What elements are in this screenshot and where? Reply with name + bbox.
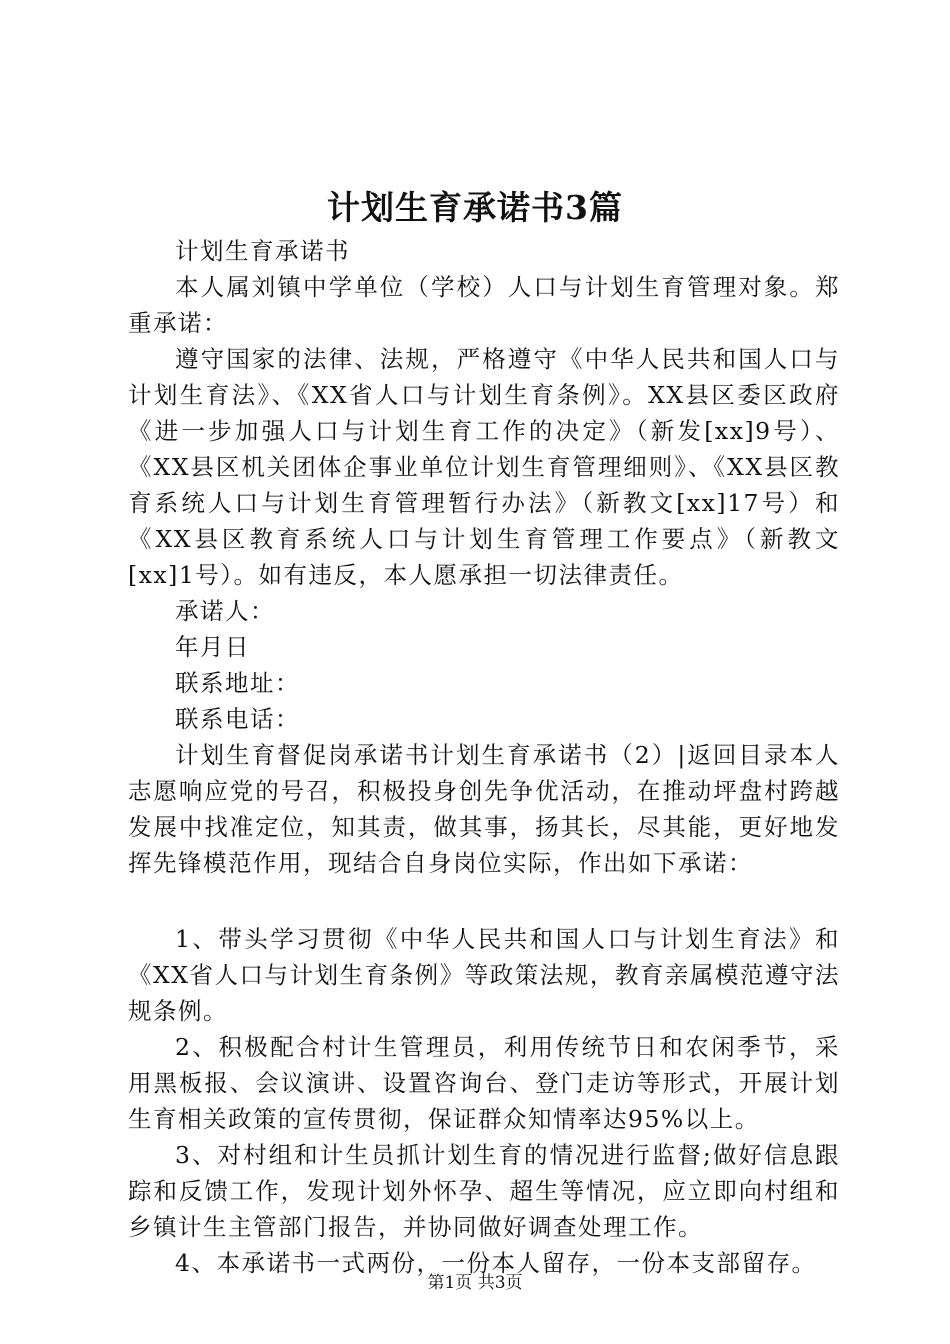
paragraph: 承诺人： — [175, 597, 275, 625]
paragraph: 年月日 — [175, 633, 250, 661]
page-footer: 第1页 共3页 — [427, 1273, 523, 1293]
list-item: 1、带头学习贯彻《中华人民共和国人口与计划生育法》和《XX省人口与计划生育条例》等政策法规，教育亲属模范遵守法规条例。 — [128, 925, 840, 1025]
paragraph: 计划生育督促岗承诺书计划生育承诺书（2）|返回目录本人志愿响应党的号召，积极投身创先争优活动，在推动坪盘村跨越发展中找准定位，知其责，做其事，扬其长，尽其能，更好地发挥先锋模范作用，现结合自身岗位实际，作出如下承诺： — [128, 741, 840, 877]
list-item: 3、对村组和计生员抓计划生育的情况进行监督;做好信息跟踪和反馈工作，发现计划外怀孕、超生等情况，应立即向村组和乡镇计生主管部门报告，并协同做好调查处理工作。 — [128, 1141, 840, 1241]
paragraph: 联系地址： — [175, 669, 300, 697]
document-body — [128, 233, 840, 1281]
paragraph: 遵守国家的法律、法规，严格遵守《中华人民共和国人口与计划生育法》、《XX省人口与计划生育条例》。XX县区委区政府《进一步加强人口与计划生育工作的决定》（新发[xx]9号）、《XX县区机关团体企事业单位计划生育管理细则》、《XX县区教育系统人口与计划生育管理暂行办法》（新教文[xx]17号）和《XX县区教育系统人口与计划生育管理工作要点》（新教文[xx]1号）。如有违反，本人愿承担一切法律责任。 — [128, 345, 840, 589]
document-title: 计划生育承诺书3篇 — [327, 188, 623, 227]
list-item: 2、积极配合村计生管理员，利用传统节日和农闲季节，采用黑板报、会议演讲、设置咨询台、登门走访等形式，开展计划生育相关政策的宣传贯彻，保证群众知情率达95%以上。 — [128, 1033, 840, 1133]
paragraph-spacer — [128, 881, 840, 921]
list-item: 4、本承诺书一式两份，一份本人留存，一份本支部留存。 — [175, 1249, 817, 1277]
paragraph: 联系电话： — [175, 705, 300, 733]
paragraph: 本人属刘镇中学单位（学校）人口与计划生育管理对象。郑重承诺： — [128, 273, 840, 337]
paragraph: 计划生育承诺书 — [175, 237, 350, 265]
